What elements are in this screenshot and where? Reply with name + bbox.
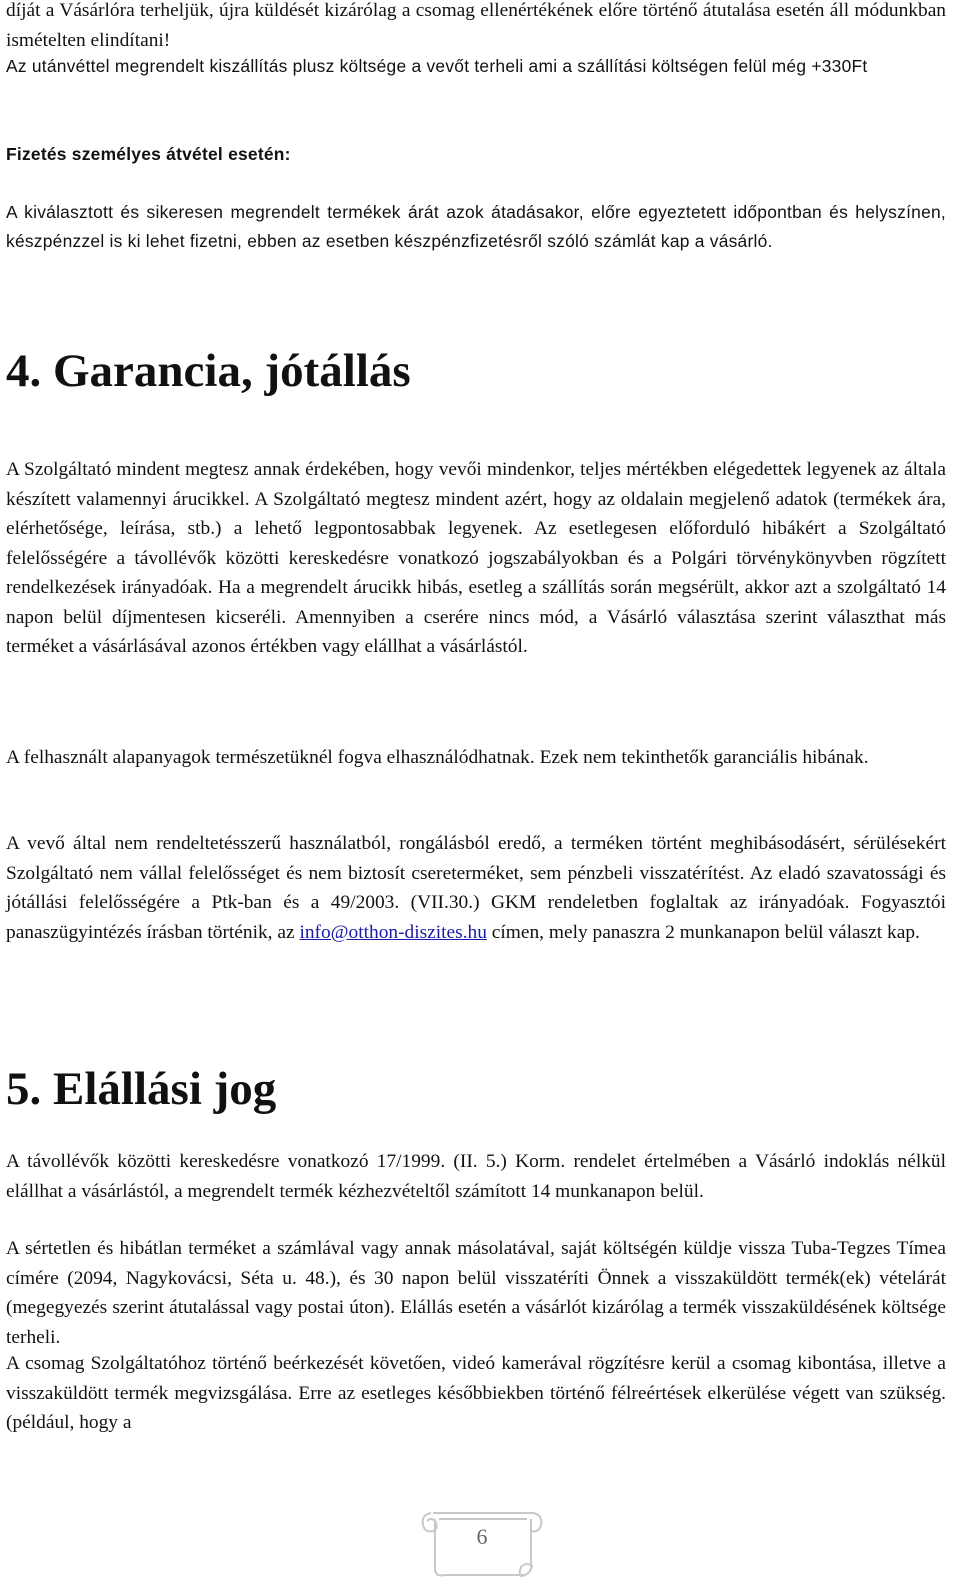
paragraph-warranty-main: A Szolgáltató mindent megtesz annak érdekében, hogy vevői mindenkor, teljes mértékben elégedettek legyenek az általa készített valamennyi árucikkel. A Szolgáltató megtesz mindent azért, hogy az oldalain megjelenő adatok (termékek ára, elérhetősége, leírása, stb.) a lehető legpontosabbak legyenek. Az esetlegesen előforduló hibákért a Szolgáltató felelősségére a távollévők közötti kereskedésre vonatkozó jogszabályokban és a Polgári törvénykönyvben rögzített rendelkezések irányadóak. Ha a megrendelt árucikk hibás, esetleg a szállítás során megsérült, akkor azt a szolgáltató 14 napon belül díjmentesen kicseréli. Amennyiben a cserére nincs mód, a Vásárló választása szerint választhat más terméket a vásárlásával azonos értékben vagy elállhat a vásárlástól. bbox=[6, 459, 946, 657]
section-title-withdrawal: 5. Elállási jog bbox=[6, 1063, 277, 1115]
paragraph-materials-wear: A felhasznált alapanyagok természetüknél fogva elhasználódhatnak. Ezek nem tekinthetők garanciális hibának. bbox=[6, 747, 869, 768]
liability-text-start: A vevő által nem rendeltetésszerű használatból, rongálásból eredő, a terméken történt meghibásodásért, sérülésekért Szolgáltató nem vállal felelősséget és nem biztosít csereterméket, sem pénzbeli visszatérítést. Az eladó szavatossági és jótállási felelősségére a Ptk-ban és a 49/2003. (VII.30.) GKM rendeletben foglaltak az irányadóak. Fogyasztói panaszügyintézés írásban történik, az bbox=[6, 833, 946, 943]
page-footer bbox=[417, 1505, 547, 1581]
paragraph-liability bbox=[6, 829, 946, 947]
paragraph-package-inspection: A csomag Szolgáltatóhoz történő beérkezését követően, videó kamerával rögzítésre kerül a csomag kibontása, illetve a visszaküldött termék megvizsgálása. Erre az esetleges későbbiekben történő félreértések elkerülése végett van szükség. (például, hogy a bbox=[6, 1353, 946, 1433]
contact-email-link[interactable]: info@otthon-diszites.hu bbox=[299, 921, 487, 943]
paragraph-shipping-resend: díját a Vásárlóra terheljük, újra küldését kizárólag a csomag ellenértékének előre történő átutalása esetén áll módunkban ismételten elindítani! bbox=[6, 0, 946, 51]
paragraph-withdrawal-right: A távollévők közötti kereskedésre vonatkozó 17/1999. (II. 5.) Korm. rendelet értelmében a Vásárló indoklás nélkül elállhat a vásárlástól, a megrendelt termék kézhezvételtől számított 14 munkanapon belül. bbox=[6, 1151, 946, 1202]
liability-text-end: címen, mely panaszra 2 munkanapon belül választ kap. bbox=[486, 921, 920, 943]
paragraph-cod-cost: Az utánvéttel megrendelt kiszállítás plusz költsége a vevőt terheli ami a szállítási költségen felül még +330Ft bbox=[6, 56, 868, 76]
paragraph-personal-pickup: A kiválasztott és sikeresen megrendelt termékek árát azok átadásakor, előre egyeztetett időpontban és helyszínen, készpénzzel is ki lehet fizetni, ebben az esetben készpénzfizetésről szóló számlát kap a vásárló. bbox=[6, 202, 946, 251]
heading-personal-pickup-payment: Fizetés személyes átvétel esetén: bbox=[6, 144, 291, 164]
paragraph-return-procedure: A sértetlen és hibátlan terméket a számlával vagy annak másolatával, saját költségén küldje vissza Tuba-Tegzes Tímea címére (2094, Nagykovácsi, Séta u. 48.), és 30 napon belül visszatéríti Önnek a visszaküldött termék(ek) vételárát (megegyezés szerint átutalással vagy postai úton). Elállás esetén a vásárlót kizárólag a termék visszaküldésének költsége terheli. bbox=[6, 1238, 946, 1348]
page-number: 6 bbox=[476, 1524, 488, 1549]
section-title-warranty: 4. Garancia, jótállás bbox=[6, 345, 411, 397]
